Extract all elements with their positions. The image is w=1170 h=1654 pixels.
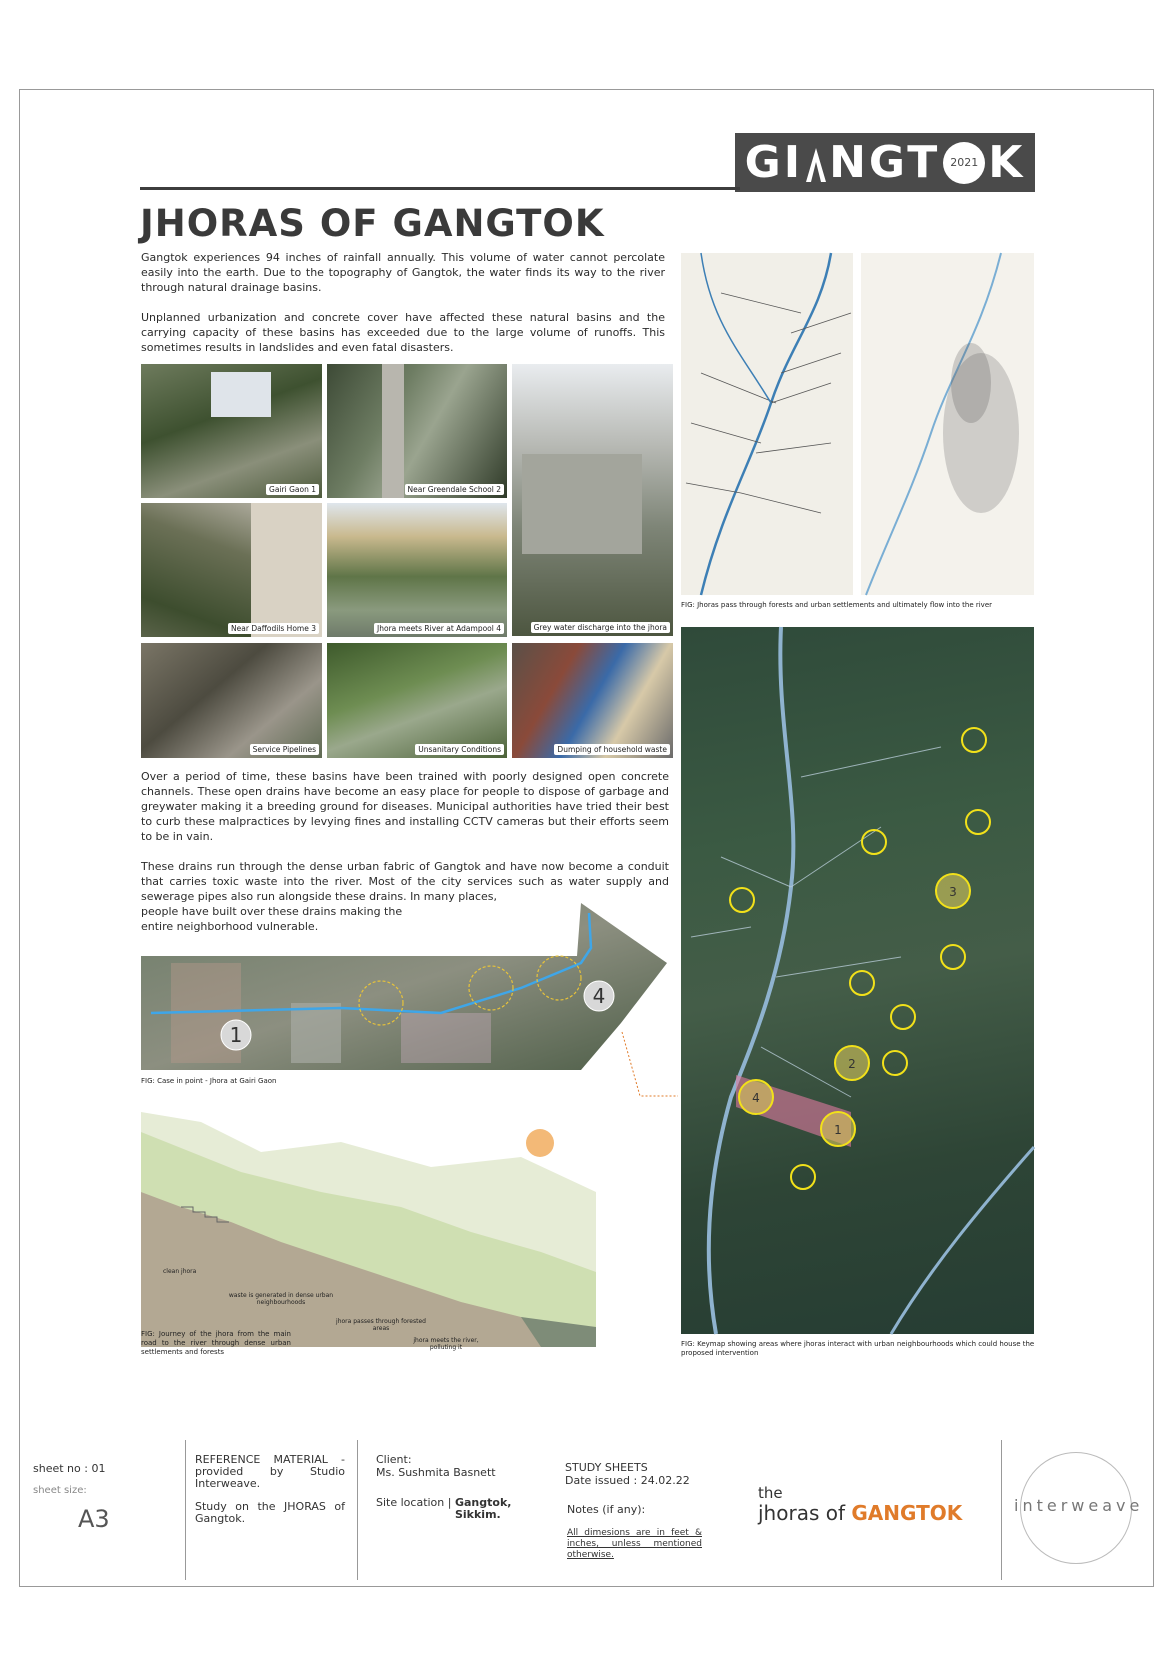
site-label: Site location | — [376, 1496, 452, 1509]
client-name: Ms. Sushmita Basnett — [376, 1466, 496, 1479]
client-label: Client: — [376, 1453, 412, 1466]
keymap-satellite — [681, 627, 1034, 1334]
title-rule — [140, 187, 740, 190]
body-paragraph-4: These drains run through the dense urban fabric of Gangtok and have now become a conduit that carries toxic waste into the river. Most of the city services such as water supply and sewerage pipes also run alongside these drains. In many places, — [141, 860, 669, 903]
dimensions-note: All dimesions are in feet & inches, unless mentioned otherwise. — [567, 1528, 702, 1560]
intro-paragraph-2: Unplanned urbanization and concrete cover have affected these natural basins and the carrying capacity of these basins has exceeded due to the large volume of runoffs. This sometimes results in landslides and even fatal disasters. — [141, 311, 665, 354]
body-paragraph-4-line2: people have built over these drains making the — [141, 905, 403, 918]
study-sheets-label: STUDY SHEETS — [565, 1461, 648, 1474]
footer-divider — [357, 1440, 358, 1580]
site-location: Gangtok, Sikkim. — [454, 1496, 512, 1521]
sheet-number: sheet no : 01 — [33, 1462, 106, 1475]
footer-divider — [185, 1440, 186, 1580]
footer-divider — [1001, 1440, 1002, 1580]
brand-wordmark: jhoras of GANGTOK — [758, 1501, 963, 1525]
svg-text:4: 4 — [752, 1091, 760, 1105]
sheet-size-label: sheet size: — [33, 1485, 87, 1496]
svg-text:3: 3 — [949, 885, 957, 899]
svg-text:1: 1 — [229, 1023, 243, 1047]
photo-grey-water-discharge: Grey water discharge into the jhora — [512, 364, 673, 636]
svg-text:4: 4 — [592, 984, 606, 1008]
page-title: JHORAS OF GANGTOK — [140, 202, 605, 245]
svg-text:2: 2 — [848, 1057, 856, 1071]
keymap-fig-caption: FIG: Keymap showing areas where jhoras interact with urban neighbourhoods which could house the proposed intervention — [681, 1340, 1035, 1357]
photo-household-waste: Dumping of household waste — [512, 643, 673, 758]
photo-greendale-school: Near Greendale School 2 — [327, 364, 507, 498]
drainage-fig-caption: FIG: Jhoras pass through forests and urban settlements and ultimately flow into the river — [681, 601, 992, 609]
intro-paragraph-1: Gangtok experiences 94 inches of rainfall annually. This volume of water cannot percolate easily into the earth. Due to the topography of Gangtok, the water finds its way to the river through natural drainage basins. — [141, 251, 665, 294]
body-paragraph-3: Over a period of time, these basins have been trained with poorly designed open concrete channels. These open drains have become an easy place for people to dispose of garbage and greywater making it a breeding ground for diseases. Municipal authorities have tried their best to curb these malpractices by levying fines and installing CCTV cameras but their efforts seem to be in vain. — [141, 770, 669, 843]
logo-year-badge: 2021 — [943, 142, 985, 184]
case-fig-caption: FIG: Case in point - Jhora at Gairi Gaon — [141, 1077, 277, 1085]
body-paragraph-4-line3: entire neighborhood vulnerable. — [141, 920, 319, 933]
photo-adampool: Jhora meets River at Adampool 4 — [327, 503, 507, 637]
photo-daffodils-home: Near Daffodils Home 3 — [141, 503, 322, 637]
gangtok-logo: GI NGT 2021 K — [735, 133, 1035, 192]
reference-note: REFERENCE MATERIAL - provided by Studio Interweave. — [195, 1453, 345, 1490]
date-issued: Date issued : 24.02.22 — [565, 1474, 690, 1487]
photo-gairi-gaon: Gairi Gaon 1 — [141, 364, 322, 498]
brand-the: the — [758, 1484, 783, 1502]
drainage-map-natural — [681, 253, 853, 595]
brand-city: GANGTOK — [851, 1501, 963, 1525]
studio-logo-text: interweave — [1014, 1496, 1144, 1515]
svg-text:1: 1 — [834, 1123, 842, 1137]
jhora-section-diagram: clean jhora waste is generated in dense urban neighbourhoods jhora passes through forested areas jhora meets the river, polluting it — [141, 1112, 596, 1347]
section-fig-caption: FIG: Journey of the jhora from the main road to the river through dense urban settlements and forests — [141, 1330, 291, 1356]
connector-line — [620, 1030, 680, 1100]
sheet-size: A3 — [78, 1505, 110, 1533]
notes-label: Notes (if any): — [567, 1503, 646, 1516]
photo-service-pipelines: Service Pipelines — [141, 643, 322, 758]
case-in-point-map — [141, 903, 667, 1073]
study-note: Study on the JHORAS of Gangtok. — [195, 1500, 345, 1525]
drainage-map-urban — [861, 253, 1034, 595]
photo-unsanitary-conditions: Unsanitary Conditions — [327, 643, 507, 758]
